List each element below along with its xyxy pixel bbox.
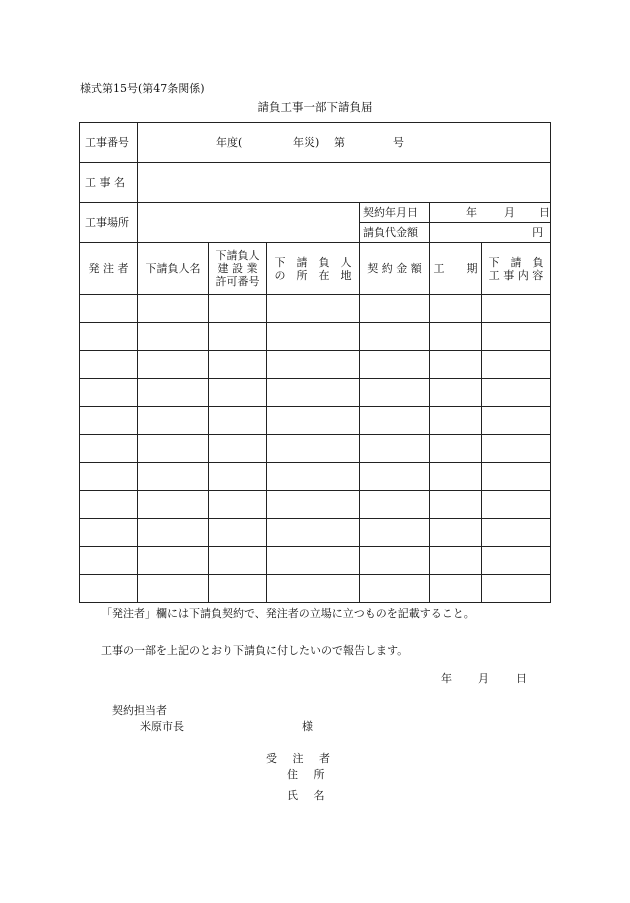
table-cell[interactable]	[138, 491, 209, 519]
contract-officer-label: 契約担当者	[112, 704, 167, 717]
table-cell[interactable]	[430, 519, 482, 547]
table-cell[interactable]	[209, 407, 267, 435]
contract-month-label: 月	[504, 205, 515, 219]
column-header-4: 契 約 金 額	[360, 243, 430, 295]
table-row	[80, 491, 551, 519]
table-row	[80, 379, 551, 407]
table-cell[interactable]	[430, 295, 482, 323]
table-cell[interactable]	[430, 351, 482, 379]
table-cell[interactable]	[360, 379, 430, 407]
table-cell[interactable]	[138, 323, 209, 351]
table-cell[interactable]	[360, 295, 430, 323]
form-number: 様式第15号(第47条関係)	[80, 82, 205, 95]
table-cell[interactable]	[80, 295, 138, 323]
table-cell[interactable]	[360, 575, 430, 603]
table-cell[interactable]	[267, 295, 360, 323]
fiscal-year-label: 年度(	[216, 135, 243, 149]
dai-label: 第	[334, 135, 345, 149]
table-cell[interactable]	[267, 435, 360, 463]
go-label: 号	[393, 135, 404, 149]
table-row	[80, 351, 551, 379]
table-cell[interactable]	[80, 379, 138, 407]
table-cell[interactable]	[138, 351, 209, 379]
report-month-label: 月	[478, 672, 489, 685]
table-cell[interactable]	[209, 351, 267, 379]
table-row	[80, 519, 551, 547]
column-header-1: 下請負人名	[138, 243, 209, 295]
column-header-2: 下請負人 建 設 業 許可番号	[209, 243, 267, 295]
yen-label: 円	[532, 226, 544, 239]
table-cell[interactable]	[138, 463, 209, 491]
table-row	[80, 547, 551, 575]
table-cell[interactable]	[482, 323, 551, 351]
table-row	[80, 575, 551, 603]
table-cell[interactable]	[80, 351, 138, 379]
table-cell[interactable]	[482, 491, 551, 519]
table-cell[interactable]	[80, 463, 138, 491]
table-cell[interactable]	[267, 575, 360, 603]
table-cell[interactable]	[138, 575, 209, 603]
contract-amount-label: 請負代金額	[360, 223, 430, 243]
contract-amount-cell[interactable]	[430, 223, 551, 243]
table-cell[interactable]	[138, 519, 209, 547]
table-cell[interactable]	[430, 379, 482, 407]
table-cell[interactable]	[482, 547, 551, 575]
table-cell[interactable]	[360, 351, 430, 379]
table-cell[interactable]	[138, 547, 209, 575]
project-name-label: 工 事 名	[80, 163, 138, 203]
table-cell[interactable]	[360, 547, 430, 575]
table-cell[interactable]	[482, 295, 551, 323]
table-cell[interactable]	[430, 435, 482, 463]
table-cell[interactable]	[430, 407, 482, 435]
table-cell[interactable]	[267, 491, 360, 519]
table-cell[interactable]	[209, 491, 267, 519]
project-site-label: 工事場所	[80, 203, 138, 243]
report-date	[441, 670, 527, 686]
table-cell[interactable]	[267, 407, 360, 435]
table-row	[80, 295, 551, 323]
instruction-note: 「発注者」欄には下請負契約で、発注者の立場に立つものを記載すること。	[101, 607, 475, 620]
project-name-row	[80, 163, 551, 203]
table-cell[interactable]	[482, 407, 551, 435]
table-cell[interactable]	[482, 351, 551, 379]
column-header-3: 下 請 負 人 の 所 在 地	[267, 243, 360, 295]
table-cell[interactable]	[267, 547, 360, 575]
table-cell[interactable]	[482, 435, 551, 463]
subcontract-form-table	[79, 122, 551, 603]
table-cell[interactable]	[360, 463, 430, 491]
table-cell[interactable]	[209, 463, 267, 491]
address-label: 住 所	[287, 768, 331, 781]
column-header-row	[80, 243, 551, 295]
table-cell[interactable]	[80, 575, 138, 603]
table-cell[interactable]	[209, 435, 267, 463]
table-cell[interactable]	[267, 351, 360, 379]
table-cell[interactable]	[267, 323, 360, 351]
project-site-cell[interactable]	[138, 203, 360, 243]
column-header-6: 下 請 負 工 事 内 容	[482, 243, 551, 295]
table-cell[interactable]	[267, 379, 360, 407]
name-label: 氏 名	[287, 789, 331, 802]
disaster-year-label: 年災)	[293, 135, 320, 149]
subcontractor-rows	[80, 295, 551, 603]
contract-day-label: 日	[539, 205, 550, 219]
honorific-label: 様	[302, 720, 313, 733]
project-name-cell[interactable]	[138, 163, 551, 203]
table-cell[interactable]	[430, 323, 482, 351]
report-statement: 工事の一部を上記のとおり下請負に付したいので報告します。	[101, 644, 409, 657]
table-cell[interactable]	[482, 379, 551, 407]
project-number-cell[interactable]	[138, 123, 551, 163]
document-title: 請負工事一部下請負届	[257, 100, 373, 114]
report-day-label: 日	[516, 672, 527, 685]
table-cell[interactable]	[209, 547, 267, 575]
table-cell[interactable]	[267, 463, 360, 491]
table-cell[interactable]	[430, 575, 482, 603]
table-cell[interactable]	[209, 323, 267, 351]
table-cell[interactable]	[360, 323, 430, 351]
project-number-label: 工事番号	[80, 123, 138, 163]
table-cell[interactable]	[80, 435, 138, 463]
table-cell[interactable]	[267, 519, 360, 547]
table-cell[interactable]	[138, 295, 209, 323]
table-cell[interactable]	[138, 379, 209, 407]
table-cell[interactable]	[482, 575, 551, 603]
table-cell[interactable]	[482, 519, 551, 547]
contractor-label: 受 注 者	[266, 752, 336, 765]
table-cell[interactable]	[209, 295, 267, 323]
table-cell[interactable]	[80, 407, 138, 435]
table-cell[interactable]	[430, 463, 482, 491]
table-cell[interactable]	[430, 491, 482, 519]
project-number-row	[80, 123, 551, 163]
table-cell[interactable]	[80, 519, 138, 547]
column-header-5: 工 期	[430, 243, 482, 295]
table-cell[interactable]	[138, 435, 209, 463]
table-cell[interactable]	[360, 519, 430, 547]
table-cell[interactable]	[138, 407, 209, 435]
table-row	[80, 407, 551, 435]
table-cell[interactable]	[80, 491, 138, 519]
table-cell[interactable]	[360, 491, 430, 519]
table-cell[interactable]	[209, 519, 267, 547]
table-cell[interactable]	[209, 575, 267, 603]
project-site-row	[80, 203, 551, 223]
table-cell[interactable]	[209, 379, 267, 407]
contract-date-cell[interactable]	[430, 203, 551, 223]
report-year-label: 年	[441, 672, 452, 685]
table-row	[80, 323, 551, 351]
table-row	[80, 463, 551, 491]
table-cell[interactable]	[430, 547, 482, 575]
mayor-label: 米原市長	[140, 720, 184, 733]
table-cell[interactable]	[80, 547, 138, 575]
table-cell[interactable]	[360, 407, 430, 435]
column-header-0: 発 注 者	[80, 243, 138, 295]
table-cell[interactable]	[80, 323, 138, 351]
table-cell[interactable]	[360, 435, 430, 463]
table-row	[80, 435, 551, 463]
contract-date-label: 契約年月日	[360, 203, 430, 223]
table-cell[interactable]	[482, 463, 551, 491]
contract-year-label: 年	[466, 205, 477, 219]
